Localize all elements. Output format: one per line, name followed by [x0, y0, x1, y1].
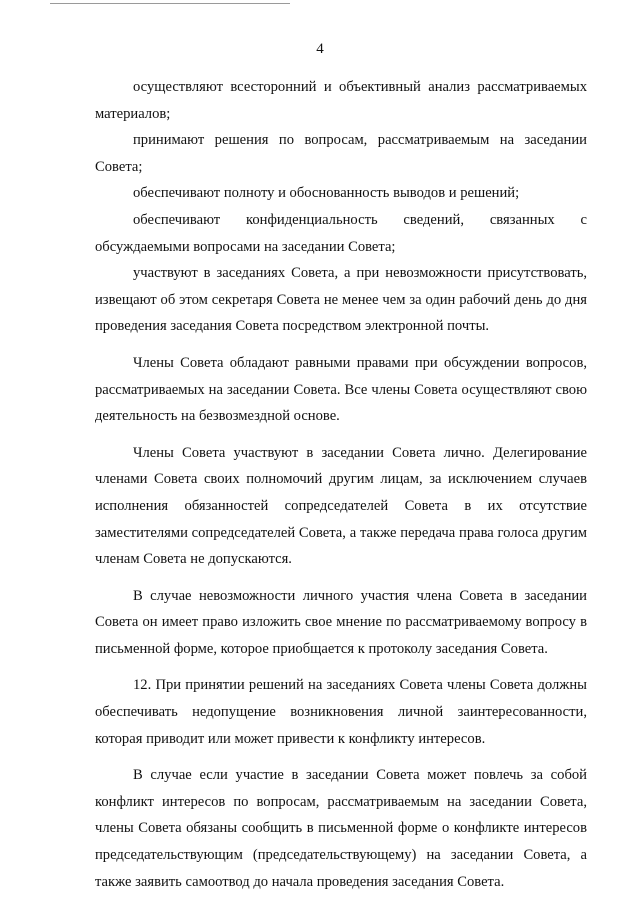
page-number: 4 — [316, 41, 324, 57]
paragraph-personal-participation: Члены Совета участвуют в заседании Совета лично. Делегирование членами Совета своих полномочий другим лицам, за исключением случаев исполнения обязанностей сопредседателей Совета в их отсутствие заместителями сопредседателей Совета, а также передача права голоса другим членам Совета не допускаются. — [95, 444, 587, 568]
paragraph-completeness: обеспечивают полноту и обоснованность выводов и решений; — [133, 185, 520, 202]
paragraph-analysis: осуществляют всесторонний и объективный анализ рассматриваемых материалов; — [95, 79, 587, 122]
paragraph-conflict-of-interest: В случае если участие в заседании Совета может повлечь за собой конфликт интересов по вопросам, рассматриваемым на заседании Совета, члены Совета обязаны сообщить в письменной форме о конфликте интересов председательствующим (председательствующему) на заседании Совета, а также заявить самоотвод до начала проведения заседания Совета. — [95, 767, 587, 890]
paragraph-participation: участвуют в заседаниях Совета, а при невозможности присутствовать, извещают об этом секретаря Совета не менее чем за один рабочий день до дня проведения заседания Совета посредством электронной почты. — [95, 265, 587, 335]
paragraph-equal-rights: Члены Совета обладают равными правами при обсуждении вопросов, рассматриваемых на заседании Совета. Все члены Совета осуществляют свою деятельность на безвозмездной основе. — [95, 354, 587, 425]
paragraph-item-12: 12. При принятии решений на заседаниях Совета члены Совета должны обеспечивать недопущение возникновения личной заинтересованности, которая приводит или может привести к конфликту интересов. — [95, 677, 587, 747]
paragraph-confidentiality: обеспечивают конфиденциальность сведений, связанных с обсуждаемыми вопросами на заседании Совета; — [95, 211, 587, 255]
paragraph-decisions: принимают решения по вопросам, рассматриваемым на заседании Совета; — [95, 132, 587, 175]
document-body — [95, 74, 587, 895]
scan-top-edge-line — [50, 3, 290, 4]
paragraph-written-opinion: В случае невозможности личного участия члена Совета в заседании Совета он имеет право изложить свое мнение по рассматриваемому вопросу в письменной форме, которое приобщается к протоколу заседания Совета. — [95, 587, 587, 657]
